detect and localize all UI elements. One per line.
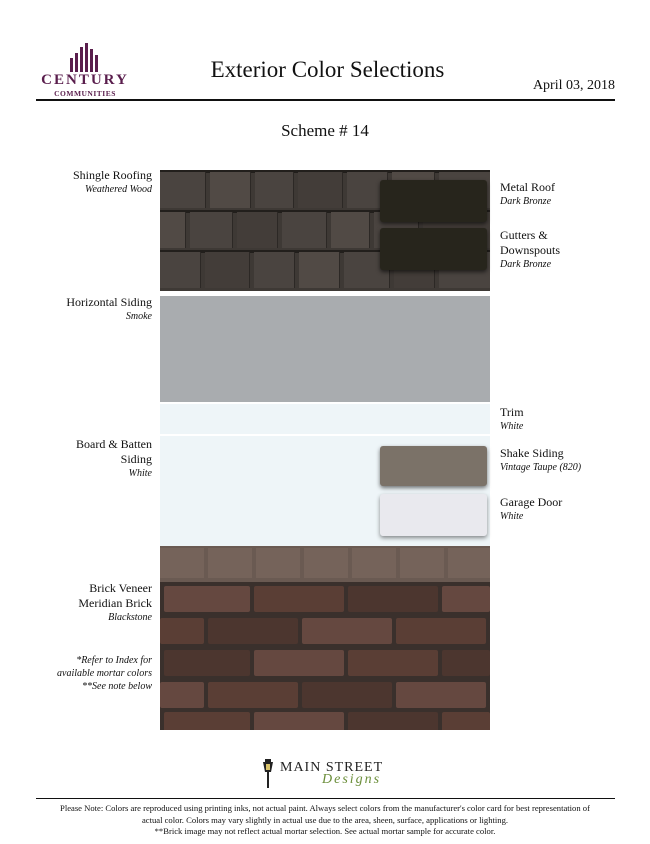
gutters-color: Dark Bronze <box>500 259 552 270</box>
brick-color: Blackstone <box>108 612 152 623</box>
logo-wordmark: CENTURY <box>41 72 129 88</box>
logo-subtitle: COMMUNITIES <box>54 89 116 98</box>
shingle-roofing-label <box>20 168 152 196</box>
horizontal-siding-name: Horizontal Siding <box>66 295 152 309</box>
board-batten-name-2: Siding <box>120 452 152 466</box>
garage-door-label <box>500 495 630 523</box>
horizontal-siding-swatch <box>160 296 490 402</box>
gutters-swatch <box>380 228 487 270</box>
building-icon <box>68 42 102 72</box>
shake-siding-label <box>500 446 630 474</box>
metal-roof-label <box>500 180 630 208</box>
brick-veneer-swatch <box>160 546 490 730</box>
shake-siding-swatch <box>380 446 487 486</box>
metal-roof-swatch <box>380 180 487 222</box>
shake-siding-color: Vintage Taupe (820) <box>500 462 582 473</box>
disclaimer-line-1: Please Note: Colors are reproduced using printing inks, not actual paint. Always select colors from the manufacturer's color card for best representation of <box>60 803 590 813</box>
lantern-icon <box>260 758 276 788</box>
brand-text: MAIN STREET <box>280 760 384 775</box>
disclaimer-line-3: **Brick image may not reflect actual mortar selection. See actual mortar sample for accurate color. <box>154 826 496 836</box>
shingle-roofing-color: Weathered Wood <box>85 184 152 195</box>
main-street-designs-logo <box>258 756 398 790</box>
gutters-label <box>500 228 630 271</box>
mortar-note-3: **See note below <box>82 681 152 692</box>
trim-swatch <box>160 434 490 436</box>
scheme-title: Scheme # 14 <box>281 121 369 140</box>
brick-name-1: Brick Veneer <box>89 581 152 595</box>
century-communities-logo <box>30 42 140 100</box>
brick-name-2: Meridian Brick <box>78 596 152 610</box>
horizontal-siding-color: Smoke <box>125 311 152 322</box>
shingle-roofing-name: Shingle Roofing <box>72 168 152 182</box>
metal-roof-color: Dark Bronze <box>500 196 552 207</box>
trim-name: Trim <box>500 405 524 419</box>
board-batten-color: White <box>128 468 152 479</box>
header-divider <box>36 99 615 101</box>
gutters-name-1: Gutters & <box>500 228 548 242</box>
brand-script: Designs <box>322 772 382 787</box>
disclaimer-note <box>30 803 620 838</box>
metal-roof-name: Metal Roof <box>500 180 555 194</box>
mortar-note-2: available mortar colors <box>57 668 152 679</box>
board-batten-name-1: Board & Batten <box>76 437 152 451</box>
horizontal-siding-label <box>20 295 152 323</box>
garage-door-color: White <box>500 511 524 522</box>
document-date: April 03, 2018 <box>532 78 615 93</box>
disclaimer-line-2: actual color. Colors may vary slightly in actual use due to the area, sheen, surface, applications or lighting. <box>141 814 509 825</box>
page-title: Exterior Color Selections <box>210 57 445 82</box>
footer-divider <box>36 798 615 799</box>
board-batten-label <box>20 437 152 480</box>
trim-color: White <box>500 421 524 432</box>
trim-label <box>500 405 630 433</box>
gutters-name-2: Downspouts <box>500 243 561 257</box>
mortar-note-1: *Refer to Index for <box>76 655 152 666</box>
mortar-note <box>20 654 152 693</box>
shake-siding-name: Shake Siding <box>500 446 564 460</box>
brick-veneer-label <box>20 581 152 624</box>
garage-door-name: Garage Door <box>500 495 563 509</box>
garage-door-swatch <box>380 494 487 536</box>
